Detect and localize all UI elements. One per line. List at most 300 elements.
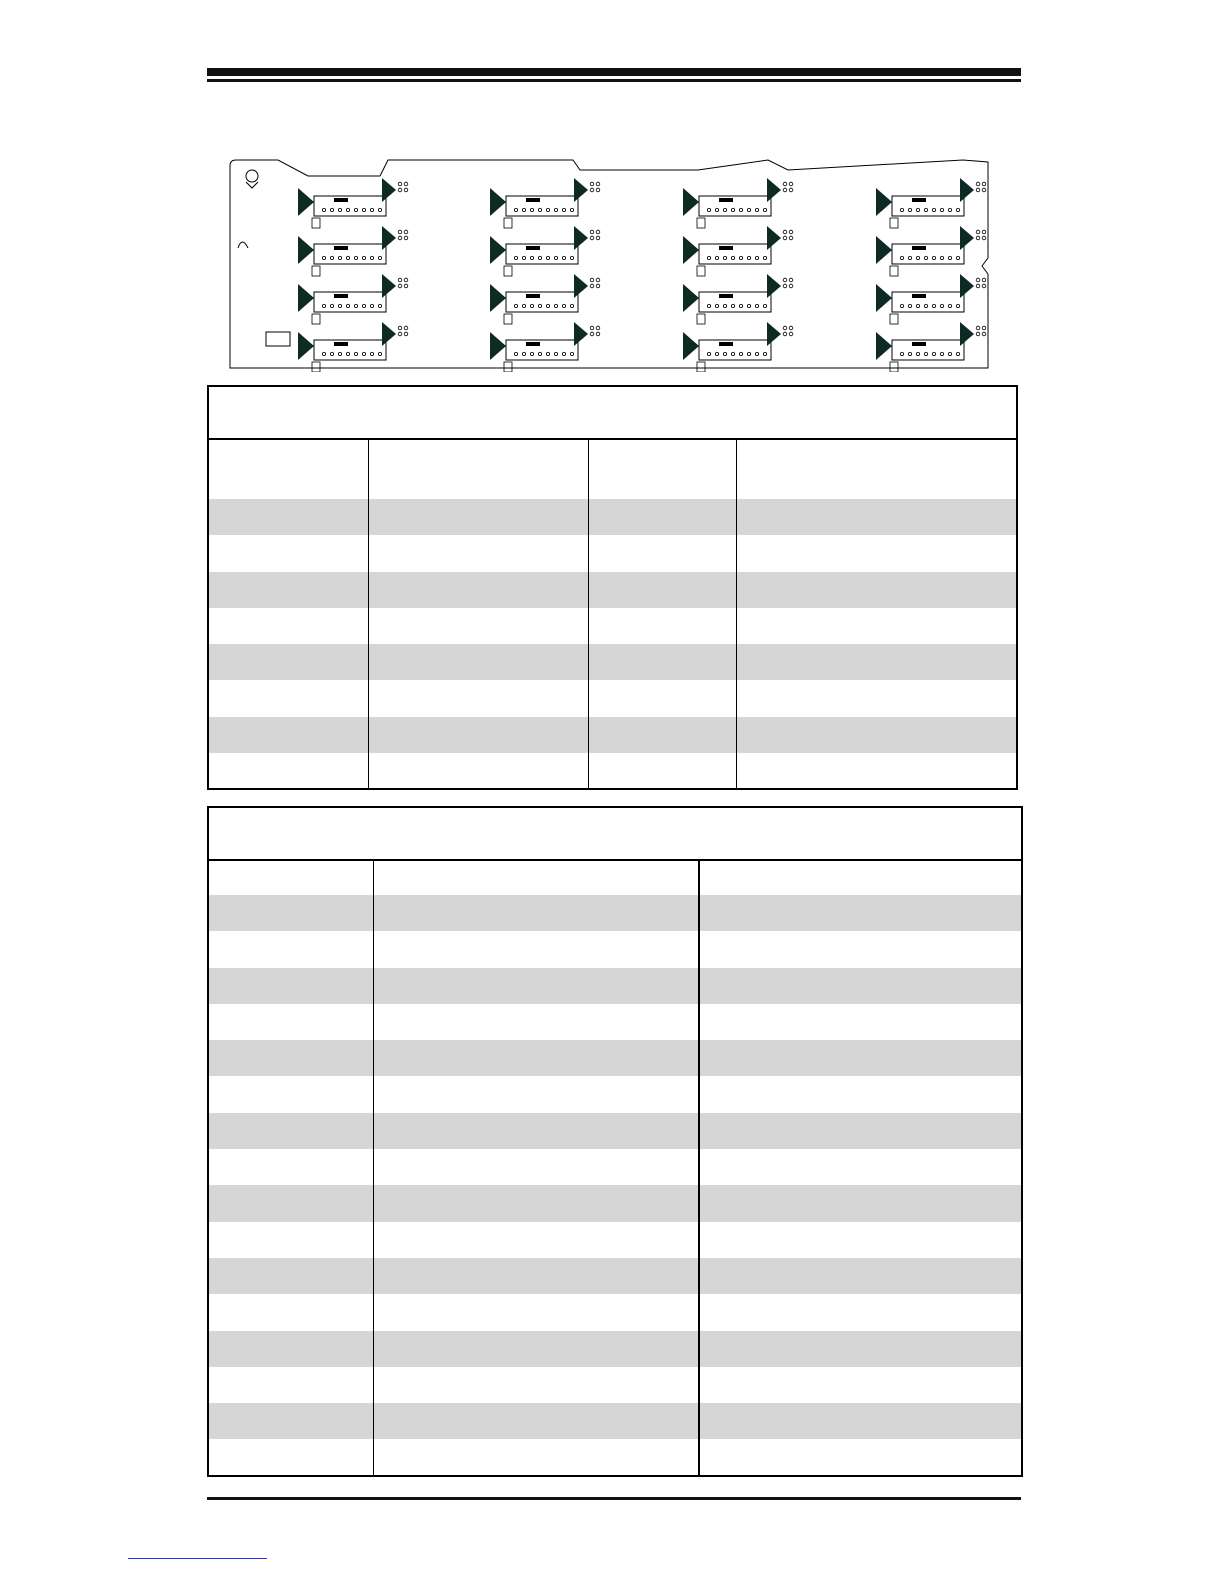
table-cell	[209, 1440, 370, 1476]
table-cell	[737, 644, 1013, 680]
table-cell	[737, 499, 1013, 535]
table-cell	[209, 572, 365, 608]
table-cell	[374, 1258, 695, 1294]
table-cell	[699, 1149, 1020, 1185]
table-cell	[699, 1077, 1020, 1113]
drive-slot-marker	[298, 284, 314, 312]
connector-pin	[715, 352, 718, 355]
connector-pin	[530, 352, 533, 355]
connector-pin	[354, 304, 357, 307]
drive-slot-marker	[683, 188, 699, 216]
connector-key	[912, 198, 926, 202]
table-cell	[209, 968, 370, 1004]
connector-pin	[554, 304, 557, 307]
connector-pin	[755, 304, 758, 307]
connector-key	[334, 246, 348, 250]
connector-pin	[554, 208, 557, 211]
connector-pin	[908, 304, 911, 307]
table-cell	[589, 608, 735, 644]
drive-connector	[699, 244, 771, 264]
connector-pin	[924, 208, 927, 211]
via	[789, 332, 793, 336]
table-title	[209, 808, 215, 859]
connector-pin	[707, 352, 710, 355]
table-cell	[374, 1367, 695, 1403]
table-caption	[209, 808, 1021, 861]
via	[976, 230, 980, 234]
via	[398, 188, 402, 192]
footer-link-underline[interactable]	[128, 1558, 267, 1559]
connector-pin	[514, 352, 517, 355]
connector-pin	[747, 208, 750, 211]
connector-key	[526, 342, 540, 346]
table-cell	[737, 608, 1013, 644]
connector-pin	[362, 352, 365, 355]
via	[976, 278, 980, 282]
drive-connector	[506, 340, 578, 360]
table-header-row	[209, 859, 1021, 895]
via	[982, 236, 986, 240]
table-cell	[209, 1367, 370, 1403]
connector-pin	[522, 352, 525, 355]
table-cell	[209, 681, 365, 717]
connector-pin	[956, 256, 959, 259]
table-cell	[699, 1294, 1020, 1330]
table-cell	[589, 681, 735, 717]
via	[596, 284, 600, 288]
connector-pin	[554, 352, 557, 355]
table-row	[209, 644, 1016, 680]
component	[312, 266, 320, 276]
table-cell	[699, 931, 1020, 967]
led-marker	[767, 322, 781, 346]
table-cell	[589, 499, 735, 535]
connector-pin	[948, 304, 951, 307]
table-cell	[374, 1331, 695, 1367]
connector-pin	[715, 256, 718, 259]
table-row	[209, 968, 1021, 1004]
connector-pin	[908, 208, 911, 211]
drive-connector	[699, 196, 771, 216]
connector-pin	[546, 256, 549, 259]
component	[312, 218, 320, 228]
connector-pin	[346, 256, 349, 259]
via	[404, 182, 408, 186]
table-cell	[374, 968, 695, 1004]
connector-pin	[378, 256, 381, 259]
table-row	[209, 1185, 1021, 1221]
connector-pin	[731, 208, 734, 211]
connector-pin	[330, 256, 333, 259]
led-marker	[767, 274, 781, 298]
table-cell	[699, 1331, 1020, 1367]
drive-slot-marker	[876, 284, 892, 312]
led-marker	[382, 226, 396, 250]
connector-pin	[940, 304, 943, 307]
led-marker	[960, 178, 974, 202]
table-cell	[209, 753, 365, 789]
table-cell	[209, 1004, 370, 1040]
connector-pin	[362, 256, 365, 259]
table-cell	[699, 1004, 1020, 1040]
component	[504, 266, 512, 276]
header-cell	[369, 438, 585, 499]
table-row	[209, 499, 1016, 535]
connector-pin	[723, 352, 726, 355]
table-cell	[374, 1403, 695, 1439]
drive-connector	[506, 292, 578, 312]
drive-connector	[506, 196, 578, 216]
table-cell	[209, 1040, 370, 1076]
table-cell	[374, 1077, 695, 1113]
via	[783, 284, 787, 288]
table-cell	[374, 1294, 695, 1330]
connector-key	[719, 342, 733, 346]
connector-pin	[763, 352, 766, 355]
table-cell	[209, 644, 365, 680]
connector-pin	[932, 304, 935, 307]
connector-key	[526, 294, 540, 298]
via	[982, 278, 986, 282]
via	[404, 230, 408, 234]
via	[789, 182, 793, 186]
table-cell	[699, 1222, 1020, 1258]
table-cell	[369, 608, 585, 644]
connector-pin	[570, 352, 573, 355]
table-row	[209, 1040, 1021, 1076]
connector-pin	[940, 352, 943, 355]
connector-pin	[514, 208, 517, 211]
table-row	[209, 535, 1016, 571]
drive-connector	[699, 292, 771, 312]
connector-pin	[932, 256, 935, 259]
table-cell	[699, 895, 1020, 931]
via	[783, 278, 787, 282]
via	[590, 278, 594, 282]
connector-pin	[763, 208, 766, 211]
table-cell	[369, 644, 585, 680]
table-cell	[374, 1185, 695, 1221]
connector-pin	[908, 256, 911, 259]
drive-slot-marker	[876, 332, 892, 360]
table-cell	[209, 1403, 370, 1439]
drive-connector	[314, 244, 386, 264]
connector-pin	[322, 352, 325, 355]
table-cell	[589, 572, 735, 608]
drive-connector	[506, 244, 578, 264]
backplane-diagram	[228, 158, 993, 372]
connector-pin	[916, 208, 919, 211]
via	[976, 326, 980, 330]
table-cell	[699, 1258, 1020, 1294]
drive-slot-marker	[683, 332, 699, 360]
table-cell	[209, 895, 370, 931]
via	[783, 236, 787, 240]
via	[976, 182, 980, 186]
via	[596, 278, 600, 282]
connector-table	[207, 806, 1023, 1477]
connector-pin	[900, 208, 903, 211]
connector-pin	[378, 208, 381, 211]
connector-pin	[546, 208, 549, 211]
table-row	[209, 681, 1016, 717]
connector-pin	[370, 208, 373, 211]
via	[789, 326, 793, 330]
table-cell	[209, 1185, 370, 1221]
connector-pin	[538, 256, 541, 259]
drive-slot-marker	[490, 284, 506, 312]
table-row	[209, 572, 1016, 608]
column-divider	[373, 859, 374, 1475]
led-marker	[960, 322, 974, 346]
table-cell	[737, 753, 1013, 789]
connector-key	[526, 198, 540, 202]
table-row	[209, 717, 1016, 753]
column-divider	[368, 438, 369, 788]
drive-slot-marker	[876, 236, 892, 264]
connector-pin	[354, 256, 357, 259]
component	[890, 218, 898, 228]
via	[404, 332, 408, 336]
table-row	[209, 1113, 1021, 1149]
table-cell	[369, 753, 585, 789]
table-cell	[699, 1367, 1020, 1403]
table-row	[209, 895, 1021, 931]
via	[404, 326, 408, 330]
connector-pin	[731, 256, 734, 259]
connector-pin	[330, 304, 333, 307]
connector-pin	[948, 256, 951, 259]
component	[890, 362, 898, 372]
via	[789, 230, 793, 234]
connector-pin	[522, 256, 525, 259]
component	[504, 362, 512, 372]
table-row	[209, 1367, 1021, 1403]
connector-pin	[338, 352, 341, 355]
connector-key	[334, 198, 348, 202]
table-cell	[209, 1077, 370, 1113]
via	[976, 332, 980, 336]
drive-slot-marker	[298, 236, 314, 264]
connector-pin	[723, 256, 726, 259]
component	[697, 266, 705, 276]
component	[504, 218, 512, 228]
connector-key	[526, 246, 540, 250]
table-row	[209, 1004, 1021, 1040]
table-cell	[209, 931, 370, 967]
connector-pin	[530, 208, 533, 211]
via	[789, 188, 793, 192]
via	[982, 230, 986, 234]
table-cell	[699, 1040, 1020, 1076]
connector-pin	[948, 208, 951, 211]
connector-pin	[354, 352, 357, 355]
connector-pin	[900, 304, 903, 307]
table-cell	[699, 1440, 1020, 1476]
via	[398, 284, 402, 288]
connector-pin	[755, 256, 758, 259]
connector-key	[719, 246, 733, 250]
drive-connector	[892, 244, 964, 264]
via	[982, 326, 986, 330]
connector-pin	[932, 208, 935, 211]
component	[312, 314, 320, 324]
via	[783, 230, 787, 234]
connector-pin	[370, 304, 373, 307]
drive-slot-marker	[876, 188, 892, 216]
table-cell	[374, 1222, 695, 1258]
connector-pin	[755, 208, 758, 211]
table-cell	[369, 681, 585, 717]
drive-connector	[892, 196, 964, 216]
table-cell	[374, 1440, 695, 1476]
via	[596, 188, 600, 192]
component	[312, 362, 320, 372]
connector-pin	[538, 304, 541, 307]
table-cell	[589, 753, 735, 789]
connector-pin	[362, 208, 365, 211]
via	[590, 230, 594, 234]
connector-pin	[362, 304, 365, 307]
connector-pin	[707, 304, 710, 307]
connector-pin	[562, 208, 565, 211]
via	[398, 236, 402, 240]
via	[789, 284, 793, 288]
connector-pin	[338, 256, 341, 259]
header-cell	[209, 438, 365, 499]
connector-pin	[546, 304, 549, 307]
connector-pin	[378, 304, 381, 307]
table-row	[209, 1331, 1021, 1367]
table-cell	[374, 1113, 695, 1149]
table-caption	[209, 387, 1016, 440]
header-cell	[589, 438, 735, 499]
table-row	[209, 1403, 1021, 1439]
via	[590, 284, 594, 288]
via	[590, 188, 594, 192]
connector-pin	[707, 208, 710, 211]
table-cell	[374, 895, 695, 931]
via	[596, 236, 600, 240]
table-row	[209, 1258, 1021, 1294]
table-cell	[699, 1185, 1020, 1221]
connector-pin	[322, 304, 325, 307]
connector-pin	[739, 208, 742, 211]
connector-pin	[538, 352, 541, 355]
connector-pin	[522, 208, 525, 211]
led-marker	[382, 322, 396, 346]
led-marker	[960, 274, 974, 298]
component	[504, 314, 512, 324]
led-marker	[382, 178, 396, 202]
component	[697, 314, 705, 324]
via	[404, 236, 408, 240]
table-cell	[374, 1004, 695, 1040]
table-row	[209, 1149, 1021, 1185]
via	[982, 188, 986, 192]
connector-key	[719, 198, 733, 202]
connector-pin	[956, 304, 959, 307]
led-marker	[767, 226, 781, 250]
connector-pin	[546, 352, 549, 355]
connector-pin	[562, 304, 565, 307]
connector-pin	[723, 304, 726, 307]
connector-pin	[522, 304, 525, 307]
connector-key	[912, 246, 926, 250]
table-cell	[699, 1113, 1020, 1149]
connector-pin	[570, 208, 573, 211]
connector-pin	[378, 352, 381, 355]
header-cell	[699, 859, 1020, 895]
connector-pin	[322, 208, 325, 211]
connector-pin	[530, 304, 533, 307]
via	[982, 284, 986, 288]
component	[890, 314, 898, 324]
connector-pin	[916, 352, 919, 355]
connector-pin	[900, 352, 903, 355]
connector-pin	[924, 256, 927, 259]
connector-pin	[346, 352, 349, 355]
component	[697, 362, 705, 372]
connector-pin	[747, 256, 750, 259]
connector-pin	[940, 256, 943, 259]
table-cell	[209, 1331, 370, 1367]
connector-pin	[354, 208, 357, 211]
table-row	[209, 1440, 1021, 1476]
via	[789, 278, 793, 282]
connector-key	[912, 342, 926, 346]
table-row	[209, 931, 1021, 967]
connector-pin	[338, 208, 341, 211]
table-cell	[699, 1403, 1020, 1439]
connector-pin	[538, 208, 541, 211]
connector-pin	[723, 208, 726, 211]
connector-pin	[916, 304, 919, 307]
connector-pin	[956, 208, 959, 211]
via	[783, 188, 787, 192]
connector-pin	[346, 304, 349, 307]
led-marker	[960, 226, 974, 250]
table-cell	[589, 717, 735, 753]
via	[404, 188, 408, 192]
table-header-row	[209, 438, 1016, 499]
drive-connector	[699, 340, 771, 360]
table-cell	[369, 499, 585, 535]
connector-key	[334, 294, 348, 298]
connector-pin	[570, 256, 573, 259]
drive-slot-marker	[490, 332, 506, 360]
table-cell	[369, 717, 585, 753]
led-marker	[574, 226, 588, 250]
via	[596, 182, 600, 186]
connector-pin	[763, 256, 766, 259]
connector-pin	[330, 208, 333, 211]
via	[982, 332, 986, 336]
led-marker	[574, 322, 588, 346]
connector-key	[334, 342, 348, 346]
via	[783, 332, 787, 336]
table-cell	[209, 608, 365, 644]
table-row	[209, 608, 1016, 644]
drive-connector	[314, 196, 386, 216]
connector-pin	[739, 304, 742, 307]
column-divider	[736, 438, 737, 788]
via	[783, 326, 787, 330]
table-row	[209, 1077, 1021, 1113]
connector-pin	[948, 352, 951, 355]
table-cell	[369, 572, 585, 608]
table-cell	[209, 717, 365, 753]
